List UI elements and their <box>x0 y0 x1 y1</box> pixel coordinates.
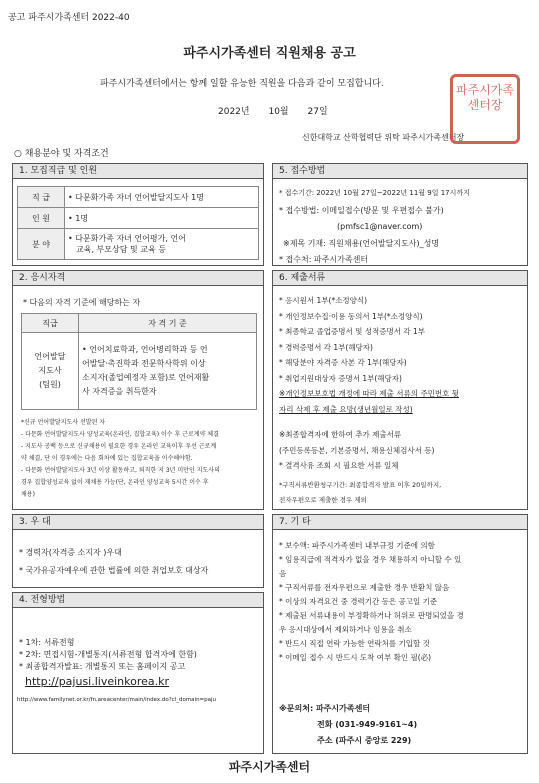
other-item: * 이메일 접수 시 반드시 도착 여부 확인 필(必) <box>279 653 432 662</box>
job-line: 언어발달 <box>34 352 66 361</box>
label-count: 인 원 <box>18 208 65 229</box>
document-item: 전자우편으로 제출한 경우 제외 <box>279 496 367 504</box>
selection-item: * 2차: 면접시험-개별통지(서류전형 합격자에 한함) <box>19 650 197 659</box>
document-item: * 최종학교 졸업증명서 및 성적증명서 각 1부 <box>279 327 425 336</box>
date-year: 2022년 <box>218 107 250 117</box>
note-line: - 다문화 언어발달지도사 3년 이상 활동하고, 퇴직한 지 3년 미만인 지도사의 <box>21 467 220 474</box>
value-grade: • 다문화가족 자녀 언어발달지도사 1명 <box>65 187 259 208</box>
other-item: * 구직서류를 전자우편으로 제출한 경우 반환치 않음 <box>279 583 450 592</box>
selection-item: * 최종합격자발표: 개별통지 또는 홈페이지 공고 <box>19 662 186 671</box>
job-title-cell <box>22 333 79 410</box>
intro-text: 파주시가족센터에서는 항께 일할 유능한 직원을 다음과 같이 모집합니다. <box>100 79 384 89</box>
section-documents-title: 6. 제출서류 <box>273 271 527 286</box>
recruit-table <box>17 186 259 260</box>
criteria-line: • 언어치료학과, 언어병리학과 등 언 <box>82 345 208 354</box>
col-grade: 직급 <box>22 314 79 333</box>
application-item: ※제목 기재: 직원채용(언어발달지도사)_성명 <box>283 239 440 248</box>
document-item: * 결격사유 조회 시 필요한 서류 일체 <box>279 461 399 470</box>
note-line: - 다문화 언어발달지도사 양성교육(온라인, 집합교육) 이수 후 근로계약 체결 <box>21 431 219 438</box>
note-line: 채용) <box>21 491 35 498</box>
section-heading: ○ 채용분야 및 자격조건 <box>14 149 109 159</box>
section-other-title: 7. 기 타 <box>273 515 527 530</box>
document-item: * 개인정보수집·이용 동의서 1부(*소정양식) <box>279 311 423 321</box>
section-application-title: 5. 접수방법 <box>273 164 527 179</box>
date-day: 27일 <box>307 107 328 117</box>
contact-phone: 전화 (031-949-9161~4) <box>317 720 418 729</box>
contact-label: ※문의처: 파주시가족센터 <box>279 704 371 713</box>
other-list <box>279 539 464 665</box>
application-item: * 접수기간: 2022년 10월 27일~2022년 11월 9일 17시까지 <box>279 189 470 197</box>
footer-org: 파주시가족센터 <box>228 760 311 774</box>
section-recruit <box>12 163 264 266</box>
document-item: * 해당분야 자격증 사본 각 1부(해당자) <box>279 358 407 367</box>
other-item: * 제출된 서류내용이 부정확하거나 허위로 판명되었을 경 <box>279 611 464 620</box>
note-line: 약 체결, 단 이 경우에는 다음 회차에 있는 집합교육을 이수해야함. <box>21 455 193 462</box>
document-item: * 경력증명서 각 1부(해당자) <box>279 342 373 352</box>
section-preference-title: 3. 우 대 <box>13 515 263 530</box>
preference-item: * 국가유공자예우에 관한 법률에 의한 취업보호 대상자 <box>19 566 209 575</box>
issuer-org: 신한대학교 산학협력단 위탁 파주시가족센터장 <box>302 133 465 142</box>
section-eligibility-title: 2. 응시자격 <box>13 271 263 286</box>
eligibility-table <box>21 313 257 410</box>
note-line: *신규 언어발달지도사 선발된 자 <box>21 419 106 426</box>
notice-ref: 공고 파주시가족센터 2022-40 <box>8 13 130 23</box>
section-preference <box>12 514 264 588</box>
application-item: * 접수처: 파주시가족센터 <box>279 255 369 264</box>
other-item: * 반드시 직접 연락 가능한 연락처를 기입할 것 <box>279 639 430 648</box>
eligibility-notes <box>21 417 259 501</box>
document-item: 자리 삭제 후 제출 요망(생년월일로 작성) <box>279 404 413 414</box>
document-item: * 취업지원대상자 증명서 1부(해당자) <box>279 373 402 383</box>
contact-address: 주소 (파주시 중앙로 229) <box>317 736 412 745</box>
col-criteria: 자 격 기 준 <box>79 314 257 333</box>
document-item: ※개인정보보호법 개정에 따라 제출 서류의 주민번호 뒷 <box>279 389 459 398</box>
document-item: ※최종합격자에 한하여 추가 제출서류 <box>279 430 402 439</box>
criteria-cell <box>79 333 257 410</box>
selection-item: * 1차: 서류전형 <box>19 638 75 647</box>
documents-list <box>279 293 459 509</box>
label-grade: 직 급 <box>18 187 65 208</box>
job-line: (팀원) <box>39 380 61 389</box>
value-field <box>65 229 259 260</box>
application-email: (pmfsc1@naver.com) <box>337 222 423 231</box>
section-selection <box>12 592 264 754</box>
other-item: * 이상의 자격요건 중 경력기간 등은 공고일 기준 <box>279 597 438 606</box>
value-count: • 1명 <box>65 208 259 229</box>
section-eligibility <box>12 270 264 510</box>
official-seal-stamp: 파주시가족센터장 <box>450 74 520 144</box>
selection-items <box>19 637 197 673</box>
section-documents <box>272 270 528 510</box>
field-line: • 다문화가족 자녀 언어평가, 언어 <box>68 234 186 243</box>
criteria-line: 소지자(졸업예정자 포함)로 언어재활 <box>82 373 210 382</box>
document-item: * 응시원서 1부(*소정양식) <box>279 296 368 305</box>
other-item: 음 <box>279 569 287 578</box>
notice-date <box>218 104 328 117</box>
criteria-line: 어발달·촉진학과 전문학사학위 이상 <box>82 359 206 368</box>
familynet-url: http://www.familynet.or.kr/fn.areacenter/main/index.do?cl_domain=paju <box>17 697 217 703</box>
homepage-link[interactable]: http://pajusi.liveinkorea.kr <box>25 675 170 688</box>
application-item: * 접수방법: 이메일접수(방문 및 우편접수 불가) <box>279 206 444 215</box>
date-month: 10월 <box>268 107 289 117</box>
other-item: * 보수액: 파주시가족센터 내부규정 기준에 의함 <box>279 541 435 550</box>
preference-item: * 경력자(자격증 소지자 )우대 <box>19 548 122 557</box>
field-line: 교육, 부모상담 및 교육 등 <box>76 245 166 254</box>
section-application <box>272 163 528 266</box>
eligibility-lead: * 다음의 자격 기준에 해당하는 자 <box>23 298 141 307</box>
document-item: (주민등록등본, 기본증명서, 채용신체검사서 등) <box>279 445 435 455</box>
criteria-line: 사 자격증을 취득한자 <box>82 387 157 396</box>
label-field: 분 야 <box>18 229 65 260</box>
section-recruit-title: 1. 모집직급 및 인원 <box>13 164 263 179</box>
document-item: *구직서류반환청구기간: 최종합격자 발표 이후 20일까지, <box>279 480 442 489</box>
page-title: 파주시가족센터 직원채용 공고 <box>183 46 356 61</box>
note-line: 경우 집합양성교육 없이 재채용 가능(단, 온라인 양성교육 5시간 이수 후 <box>21 479 209 486</box>
other-item: 우 응시대상에서 제외하거나 임용을 취소 <box>279 625 412 634</box>
section-other <box>272 514 528 754</box>
note-line: - 지도사 공백 등으로 신규채용이 필요한 경우 온라인 교육이후 우선 근로계 <box>21 443 217 450</box>
job-line: 지도사 <box>38 366 62 375</box>
other-item: * 임용직급에 적격자가 없을 경우 채용하지 아니할 수 있 <box>279 555 462 564</box>
section-selection-title: 4. 전형방법 <box>13 593 263 608</box>
